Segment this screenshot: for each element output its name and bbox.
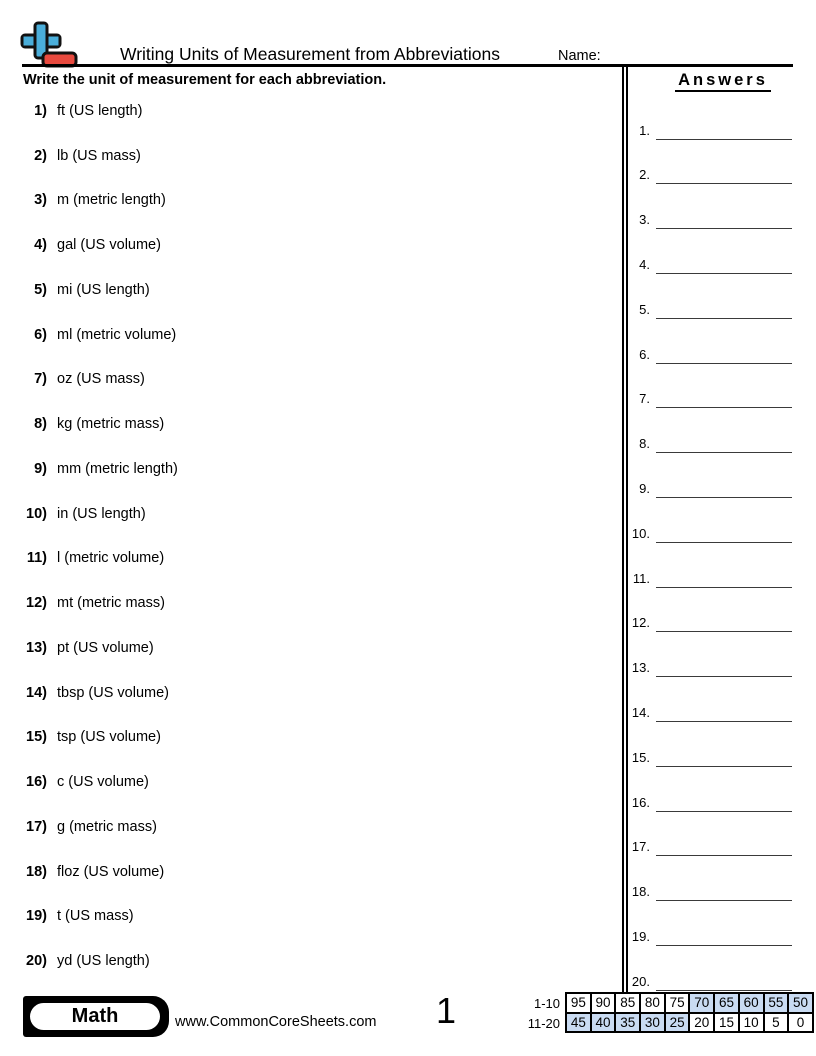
answer-blank[interactable] [656, 989, 792, 991]
answer-row [630, 436, 792, 450]
grading-table [524, 992, 814, 1033]
question-number: 15) [26, 729, 47, 746]
answer-blank[interactable] [656, 630, 792, 632]
answer-number: 4. [639, 256, 650, 272]
grade-cell: 95 [566, 993, 591, 1013]
grading-row [566, 1013, 813, 1033]
question-text: c (US volume) [57, 774, 149, 791]
answer-blank[interactable] [656, 362, 792, 364]
header-divider [22, 64, 793, 67]
answer-number: 11. [632, 570, 650, 586]
grading-row [566, 993, 813, 1013]
answer-number: 17. [631, 839, 650, 855]
commoncoresheets-logo [20, 21, 80, 69]
answer-number: 6. [639, 346, 650, 362]
answer-row [630, 839, 792, 853]
grading-row-labels [524, 992, 560, 1033]
answer-number: 5. [639, 301, 650, 317]
question-number: 9) [34, 460, 47, 477]
answer-row [630, 615, 792, 629]
instructions-text: Write the unit of measurement for each abbreviation. [23, 72, 387, 88]
question-number: 19) [26, 908, 47, 925]
answer-number: 16. [631, 794, 650, 810]
question-row [23, 865, 164, 880]
question-number: 10) [26, 505, 47, 522]
subject-badge [23, 996, 169, 1037]
question-text: pt (US volume) [57, 639, 154, 656]
grade-cell: 5 [764, 1013, 789, 1033]
answer-row [630, 884, 792, 898]
question-row [23, 551, 164, 566]
question-row [23, 507, 146, 522]
question-row [23, 954, 150, 969]
grade-cell: 85 [615, 993, 640, 1013]
answer-blank[interactable] [656, 451, 792, 453]
answer-number: 7. [639, 391, 650, 407]
answer-number: 15. [631, 749, 650, 765]
grade-cell: 10 [739, 1013, 764, 1033]
question-number: 18) [26, 863, 47, 880]
question-number: 7) [34, 371, 47, 388]
question-row [23, 149, 141, 164]
answer-blank[interactable] [656, 138, 792, 140]
question-number: 3) [34, 192, 47, 209]
question-number: 5) [34, 281, 47, 298]
website-text: www.CommonCoreSheets.com [175, 1014, 377, 1030]
answer-number: 1. [639, 122, 650, 138]
grade-cell: 80 [640, 993, 665, 1013]
answer-row [630, 750, 792, 764]
page-number: 1 [435, 990, 457, 1031]
answers-heading-text: Answers [675, 71, 771, 92]
question-row [23, 328, 176, 343]
logo-plus-joint [37, 37, 46, 46]
answer-row [630, 660, 792, 674]
answer-number: 19. [631, 928, 650, 944]
grading-score-grid [565, 992, 814, 1033]
answer-row [630, 302, 792, 316]
grade-cell: 25 [665, 1013, 690, 1033]
answer-blank[interactable] [656, 272, 792, 274]
question-number: 17) [26, 818, 47, 835]
answer-number: 13. [631, 660, 650, 676]
answer-blank[interactable] [656, 765, 792, 767]
answer-row [630, 167, 792, 181]
answer-row [630, 347, 792, 361]
grading-label-11-20: 11-20 [527, 1015, 560, 1031]
answer-blank[interactable] [656, 586, 792, 588]
answer-blank[interactable] [656, 720, 792, 722]
grade-cell: 90 [591, 993, 616, 1013]
question-row [23, 909, 134, 924]
question-number: 20) [26, 953, 47, 970]
answer-blank[interactable] [656, 541, 792, 543]
answer-blank[interactable] [656, 317, 792, 319]
answer-blank[interactable] [656, 675, 792, 677]
grade-cell: 50 [788, 993, 813, 1013]
question-text: mm (metric length) [57, 460, 178, 477]
question-row [23, 686, 169, 701]
answer-blank[interactable] [656, 854, 792, 856]
question-row [23, 372, 145, 387]
question-number: 16) [26, 774, 47, 791]
grade-cell: 65 [714, 993, 739, 1013]
answer-blank[interactable] [656, 810, 792, 812]
answer-blank[interactable] [656, 899, 792, 901]
question-text: ft (US length) [57, 103, 143, 119]
answer-row [630, 257, 792, 271]
grade-cell: 55 [764, 993, 789, 1013]
grade-cell: 45 [566, 1013, 591, 1033]
question-number: 4) [34, 237, 47, 254]
grade-cell: 15 [714, 1013, 739, 1033]
grade-cell: 40 [591, 1013, 616, 1033]
grade-cell: 60 [739, 993, 764, 1013]
answer-row [630, 795, 792, 809]
answer-number: 10. [631, 525, 650, 541]
answers-heading [630, 71, 816, 90]
question-row [23, 820, 157, 835]
answer-number: 18. [631, 884, 650, 900]
question-row [23, 596, 165, 611]
question-text: tsp (US volume) [57, 729, 161, 746]
question-text: floz (US volume) [57, 863, 165, 880]
question-text: g (metric mass) [57, 818, 157, 835]
question-number: 6) [34, 326, 47, 343]
question-text: gal (US volume) [57, 237, 161, 254]
question-text: yd (US length) [57, 953, 150, 970]
question-text: mt (metric mass) [57, 595, 165, 612]
answer-blank[interactable] [656, 182, 792, 184]
page-title: Writing Units of Measurement from Abbreviations [120, 44, 500, 64]
question-number: 1) [34, 103, 47, 119]
question-row [23, 104, 142, 119]
question-text: lb (US mass) [57, 147, 141, 164]
answer-number: 9. [639, 480, 650, 496]
answer-number: 2. [639, 167, 650, 183]
question-row [23, 775, 149, 790]
question-number: 13) [26, 639, 47, 656]
question-number: 2) [34, 147, 47, 164]
answer-blank[interactable] [656, 944, 792, 946]
answer-blank[interactable] [656, 496, 792, 498]
question-text: in (US length) [57, 505, 146, 522]
subject-badge-label: Math [30, 1003, 160, 1030]
grade-cell: 75 [665, 993, 690, 1013]
answer-row [630, 705, 792, 719]
question-text: m (metric length) [57, 192, 166, 209]
question-number: 12) [26, 595, 47, 612]
question-row [23, 417, 164, 432]
answer-number: 3. [639, 212, 650, 228]
answer-row [630, 571, 792, 585]
answer-number: 20. [631, 973, 650, 989]
answer-row [630, 526, 792, 540]
answer-number: 14. [631, 704, 650, 720]
question-row [23, 238, 161, 253]
question-text: mi (US length) [57, 281, 150, 298]
answer-row [630, 391, 792, 405]
question-text: ml (metric volume) [57, 326, 177, 343]
answer-blank[interactable] [656, 406, 792, 408]
question-number: 8) [34, 416, 47, 433]
answers-column-divider [622, 67, 628, 992]
question-text: l (metric volume) [57, 550, 165, 567]
question-row [23, 283, 150, 298]
answer-number: 8. [639, 436, 650, 452]
grade-cell: 0 [788, 1013, 813, 1033]
question-number: 11) [26, 550, 47, 567]
question-text: kg (metric mass) [57, 416, 165, 433]
question-text: tbsp (US volume) [57, 684, 170, 701]
answer-number: 12. [631, 615, 650, 631]
question-row [23, 641, 154, 656]
answer-row [630, 929, 792, 943]
grading-label-1-10: 1-10 [533, 996, 560, 1011]
question-text: oz (US mass) [57, 371, 145, 388]
answer-row [630, 974, 792, 988]
name-label: Name: [558, 48, 601, 64]
question-text: t (US mass) [57, 908, 134, 925]
grade-cell: 70 [689, 993, 714, 1013]
question-number: 14) [26, 684, 47, 701]
answer-row [630, 212, 792, 226]
answer-blank[interactable] [656, 227, 792, 229]
question-row [23, 730, 161, 745]
answer-row [630, 123, 792, 137]
grade-cell: 30 [640, 1013, 665, 1033]
grade-cell: 20 [689, 1013, 714, 1033]
grade-cell: 35 [615, 1013, 640, 1033]
question-row [23, 193, 166, 208]
question-row [23, 462, 178, 477]
answer-row [630, 481, 792, 495]
